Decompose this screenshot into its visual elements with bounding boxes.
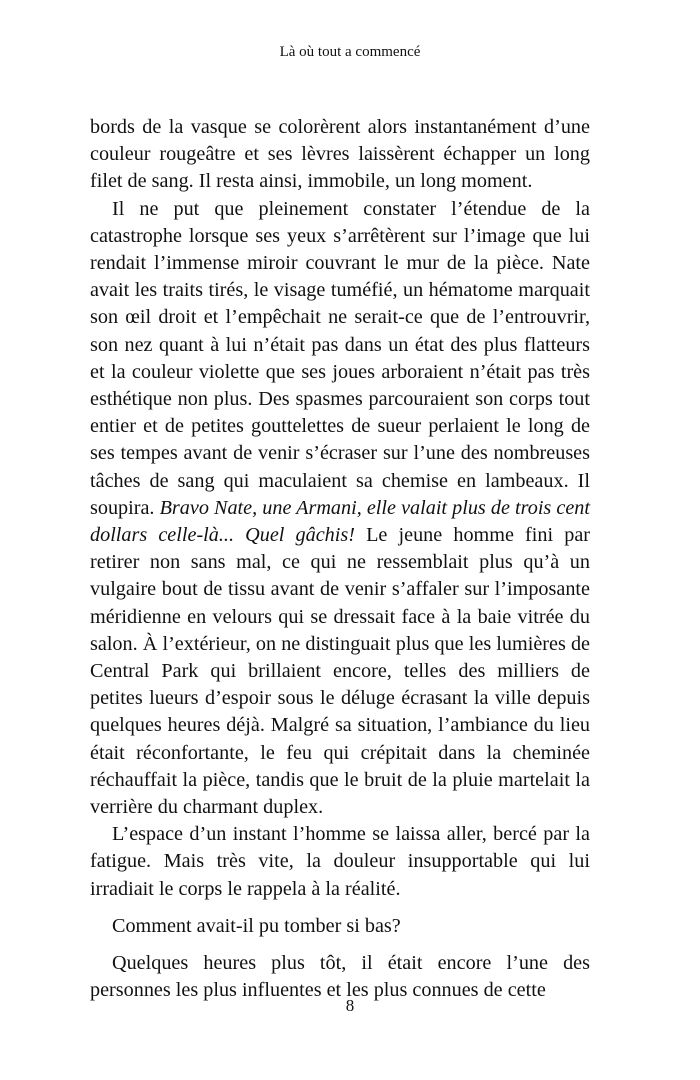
paragraph-earlier: Quelques heures plus tôt, il était encore l’une des personnes les plus influentes et les plus connues de cette [90,952,590,1002]
paragraph-mirror-text-end: Le jeune homme fini par retirer non sans mal, ce qui ne ressemblait plus qu’à un vulgaire bout de tissu avant de venir s’affaler sur l’imposante méridienne en velours qui se dressait face à la baie vitrée du salon. À l’extérieur, on ne distinguait plus que les lumières de Central Park qui brillaient encore, telles des milliers de petites lueurs d’espoir sous le déluge écrasant la ville depuis quelques heures déjà. Malgré sa situation, l’ambiance du lieu était réconfortante, le feu qui crépitait dans la cheminée réchauffait la pièce, tandis que le bruit de la pluie martelait la verrière du charmant duplex. [90,524,590,819]
paragraph-question: Comment avait-il pu tomber si bas? [112,914,401,937]
page-number: 8 [345,996,355,1015]
running-head-title: Là où tout a commencé [279,44,421,60]
paragraph-continued: bords de la vasque se colorèrent alors instantanément d’une couleur rougeâtre et ses lèvres laissèrent échapper un long filet de sang. Il resta ainsi, immobile, un long moment. [90,116,590,193]
paragraph-fatigue: L’espace d’un instant l’homme se laissa aller, bercé par la fatigue. Mais très vite, la douleur insupportable qui lui irradiait le corps le rappela à la réalité. [90,823,590,900]
inner-thought-italic: Bravo Nate, une Armani, elle valait plus de trois cent dollars celle-là... Quel gâchis! [90,496,590,547]
paragraph-mirror [90,196,590,822]
body-text [90,114,590,1005]
paragraph-mirror-text-start: Il ne put que pleinement constater l’étendue de la catastrophe lorsque ses yeux s’arrêtèrent sur l’image que lui rendait l’immense miroir couvrant le mur de la pièce. Nate avait les traits tirés, le visage tuméfié, un hématome marquait son œil droit et l’empêchait ne serait-ce que de l’entrouvrir, son nez quant à lui n’était pas dans un état des plus flatteurs et la couleur violette que ses joues arboraient n’était pas très esthétique non plus. Des spasmes parcouraient son corps tout entier et de petites gouttelettes de sueur perlaient le long de ses tempes avant de venir s’écraser sur l’une des nombreuses tâches de sang qui maculaient sa chemise en lambeaux. Il soupira. [90,197,590,519]
